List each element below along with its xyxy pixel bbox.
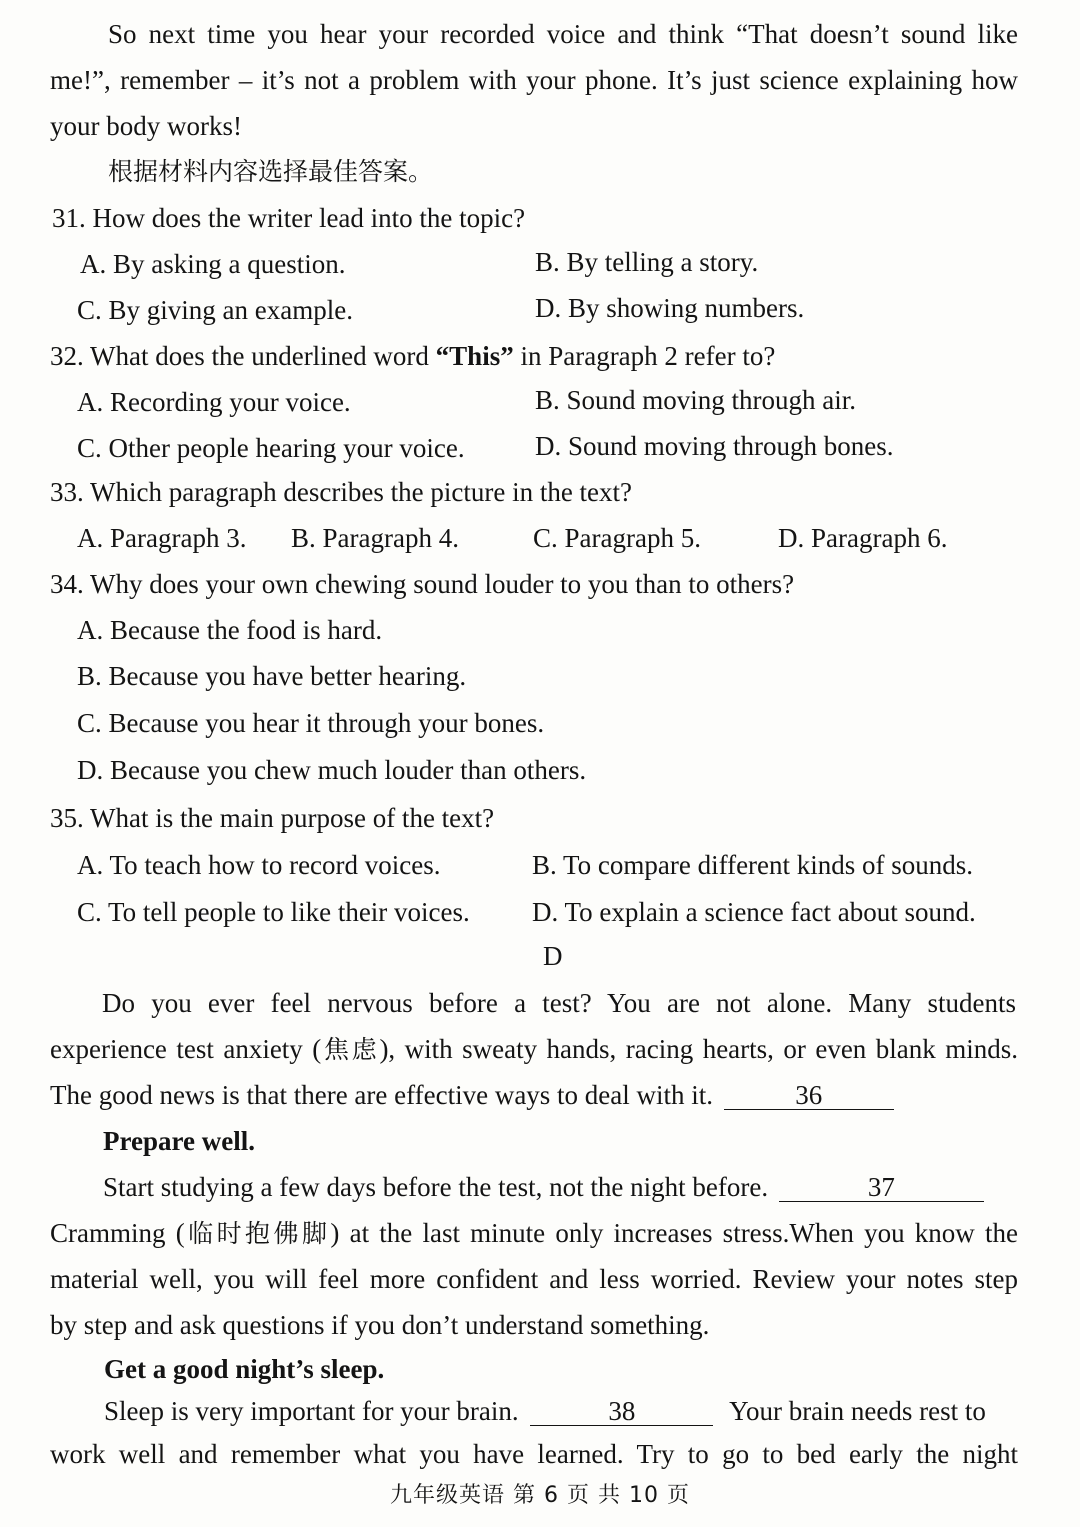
gloss-cn: 焦虑 [321,1035,380,1064]
option: D. Sound moving through bones. [535,431,894,461]
option: D. To explain a science fact about sound. [532,897,976,927]
blank-38: 38 [530,1397,713,1426]
question-stem: 34. Why does your own chewing sound louder to you than to others? [50,569,795,599]
passage-line: So next time you hear your recorded voice and think “That doesn’t sound like [108,19,1018,49]
subheading: Prepare well. [103,1126,255,1156]
option: A. Because the food is hard. [77,615,383,645]
option: A. By asking a question. [80,249,346,279]
text: Sleep is very important for your brain. [104,1396,519,1426]
option: D. By showing numbers. [535,293,805,323]
passage-line [104,1394,986,1428]
passage-line [103,1170,984,1204]
option: B. Because you have better hearing. [77,661,467,691]
option: C. Because you hear it through your bones. [77,708,545,738]
passage-line [50,1216,1018,1251]
passage-line: me!”, remember – it’s not a problem with your phone. It’s just science explaining how [50,65,1018,95]
passage-line: your body works! [50,111,242,141]
passage-line [50,1032,1018,1067]
option: A. Paragraph 3. [77,523,247,553]
option: C. Paragraph 5. [533,523,701,553]
option: D. Paragraph 6. [778,523,948,553]
page-footer: 九年级英语 第 6 页 共 10 页 [390,1483,690,1508]
passage-line [50,1078,894,1112]
passage-line: work well and remember what you have learned. Try to go to bed early the night [50,1439,1018,1469]
option: A. To teach how to record voices. [77,850,441,880]
option: B. By telling a story. [535,247,759,277]
question-stem [50,339,775,373]
question-stem: 35. What is the main purpose of the text? [50,803,495,833]
text: ), with sweaty hands, racing hearts, or even blank minds. [379,1034,1018,1064]
option: C. By giving an example. [77,295,353,325]
text: ) at the last minute only increases stress.When you know the [330,1218,1018,1248]
text: Cramming ( [50,1218,185,1248]
passage-line: Do you ever feel nervous before a test? You are not alone. Many students [102,988,1016,1018]
stem-text: in Paragraph 2 refer to? [513,341,776,371]
gloss-cn: 临时抱佛脚 [184,1219,331,1248]
option: B. Paragraph 4. [291,523,459,553]
question-stem: 33. Which paragraph describes the picture in the text? [50,477,633,507]
text: The good news is that there are effective ways to deal with it. [50,1080,714,1110]
subheading: Get a good night’s sleep. [104,1354,385,1384]
passage-line: material well, you will feel more confident and less worried. Review your notes step [50,1264,1018,1294]
text: Your brain needs rest to [729,1396,986,1426]
option: C. To tell people to like their voices. [77,897,470,927]
passage-line: by step and ask questions if you don’t understand something. [50,1310,710,1340]
question-stem: 31. How does the writer lead into the topic? [52,203,526,233]
text: experience test anxiety ( [50,1034,322,1064]
option: C. Other people hearing your voice. [77,433,465,463]
stem-text: 32. What does the underlined word [50,341,436,371]
blank-36: 36 [724,1081,894,1110]
text: Start studying a few days before the test, not the night before. [103,1172,769,1202]
section-letter: D [543,941,563,971]
underlined-word: “This” [435,341,514,371]
option: D. Because you chew much louder than others. [77,755,587,785]
option: B. Sound moving through air. [535,385,857,415]
option: A. Recording your voice. [77,387,351,417]
option: B. To compare different kinds of sounds. [532,850,974,880]
blank-37: 37 [779,1173,984,1202]
instruction: 根据材料内容选择最佳答案。 [108,157,434,186]
